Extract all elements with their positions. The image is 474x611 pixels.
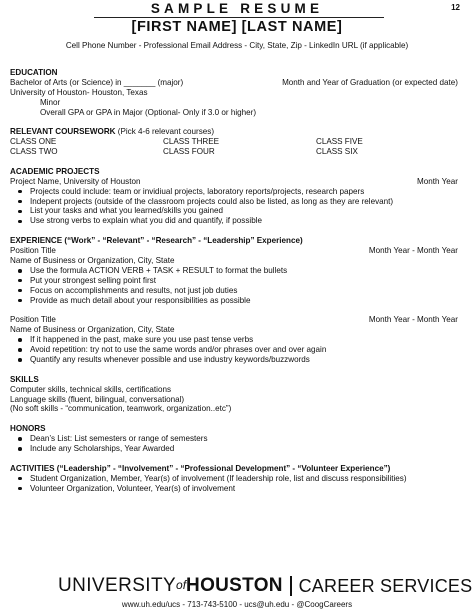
job-bullets: [10, 266, 458, 306]
course-item: CLASS THREE: [163, 137, 220, 147]
resume-body: [10, 68, 458, 503]
course-item: CLASS FOUR: [163, 147, 215, 157]
spacer: [10, 305, 458, 315]
section-title-coursework: [10, 127, 458, 137]
coursework-note: (Pick 4-6 relevant courses): [115, 127, 215, 137]
education-section: [10, 68, 458, 118]
course-grid: [10, 137, 458, 157]
list-item: Use the formula ACTION VERB + TASK + RESULT to format the bullets: [10, 266, 458, 276]
list-item: Put your strongest selling point first: [10, 276, 458, 286]
position-title: Position Title: [10, 245, 56, 255]
logo-of: of: [176, 578, 187, 592]
job-date: Month Year - Month Year: [368, 315, 458, 325]
list-item: Focus on accomplishments and results, not just job duties: [10, 286, 458, 296]
list-item: Use strong verbs to explain what you did and quantify, if possible: [10, 216, 458, 226]
honors-bullets: [10, 434, 458, 454]
project-date: Month Year: [417, 176, 458, 186]
gpa: Overall GPA or GPA in Major (Optional- Only if 3.0 or higher): [40, 107, 257, 117]
list-item: List your tasks and what you learned/skills you gained: [10, 206, 458, 216]
list-item: Student Organization, Member, Year(s) of involvement (If leadership role, list and discuss responsibilities): [10, 474, 458, 484]
activities-section: [10, 464, 458, 494]
list-item: Include any Scholarships, Year Awarded: [10, 444, 458, 454]
list-item: Volunteer Organization, Volunteer, Year(s) of involvement: [10, 484, 458, 494]
title-rule: [94, 17, 384, 18]
skill-line: Computer skills, technical skills, certifications: [10, 384, 172, 394]
uh-career-services-logo: [58, 575, 472, 596]
job-row: [10, 246, 458, 256]
section-title-experience: EXPERIENCE (“Work” - “Relevant” - “Research” - “Leadership” Experience): [10, 236, 303, 246]
skill-line: (No soft skills - “communication, teamwork, organization..etc”): [10, 404, 232, 414]
activities-bullets: [10, 474, 458, 494]
logo-career-services: CAREER SERVICES: [298, 576, 473, 596]
section-title-honors: HONORS: [10, 424, 46, 434]
job-row: [10, 315, 458, 325]
contact-line: Cell Phone Number - Professional Email Address - City, State, Zip - LinkedIn URL (if applicable): [65, 41, 409, 50]
list-item: Quantify any results whenever possible and use industry keywords/buzzwords: [10, 355, 458, 365]
skills-section: [10, 375, 458, 415]
candidate-name: [FIRST NAME] [LAST NAME]: [131, 19, 343, 35]
course-item: CLASS SIX: [316, 147, 358, 157]
course-item: CLASS ONE: [10, 137, 57, 147]
graduation-date: Month and Year of Graduation (or expected date): [282, 77, 458, 87]
section-title-projects: ACADEMIC PROJECTS: [10, 166, 100, 176]
list-item: Indepent projects (outside of the classroom projects could also be listed, as long as they are relevant): [10, 197, 458, 207]
logo-houston: HOUSTON: [186, 575, 283, 596]
list-item: Dean’s List: List semesters or range of semesters: [10, 434, 458, 444]
list-item: Projects could include: team or invidiual projects, laboratory reports/projects, research papers: [10, 187, 458, 197]
minor: Minor: [40, 97, 61, 107]
project-bullets: [10, 187, 458, 227]
logo-university: UNIVERSITY: [58, 575, 177, 596]
footer-contact: www.uh.edu/ucs - 713-743-5100 - ucs@uh.edu - @CoogCareers: [121, 600, 353, 609]
organization: Name of Business or Organization, City, State: [10, 255, 175, 265]
organization: Name of Business or Organization, City, State: [10, 325, 175, 335]
skill-line: Language skills (fluent, bilingual, conversational): [10, 394, 185, 404]
list-item: Provide as much detail about your responsibilities as possible: [10, 296, 458, 306]
coursework-section: [10, 127, 458, 157]
honors-section: [10, 424, 458, 454]
document-title: SAMPLE RESUME: [150, 1, 324, 16]
job-date: Month Year - Month Year: [368, 245, 458, 255]
degree: Bachelor of Arts (or Science) in _______ (major): [10, 77, 184, 87]
job-bullets: [10, 335, 458, 365]
logo-divider: [290, 576, 292, 596]
position-title: Position Title: [10, 315, 56, 325]
section-title-skills: SKILLS: [10, 374, 39, 384]
section-title-education: EDUCATION: [10, 68, 58, 77]
project-name: Project Name, University of Houston: [10, 176, 141, 186]
experience-section: [10, 236, 458, 365]
project-row: [10, 177, 458, 187]
coursework-title: RELEVANT COURSEWORK: [10, 127, 116, 137]
list-item: If it happened in the past, make sure you use past tense verbs: [10, 335, 458, 345]
page-number: 12: [451, 3, 460, 12]
course-item: CLASS TWO: [10, 147, 58, 157]
projects-section: [10, 167, 458, 226]
school: University of Houston- Houston, Texas: [10, 87, 148, 97]
section-title-activities: ACTIVITIES (“Leadership” - “Involvement” - “Professional Development” - “Volunteer Experience”): [10, 463, 391, 473]
course-item: CLASS FIVE: [316, 137, 363, 147]
degree-row: [10, 78, 458, 88]
list-item: Avoid repetition: try not to use the same words and/or phrases over and over again: [10, 345, 458, 355]
